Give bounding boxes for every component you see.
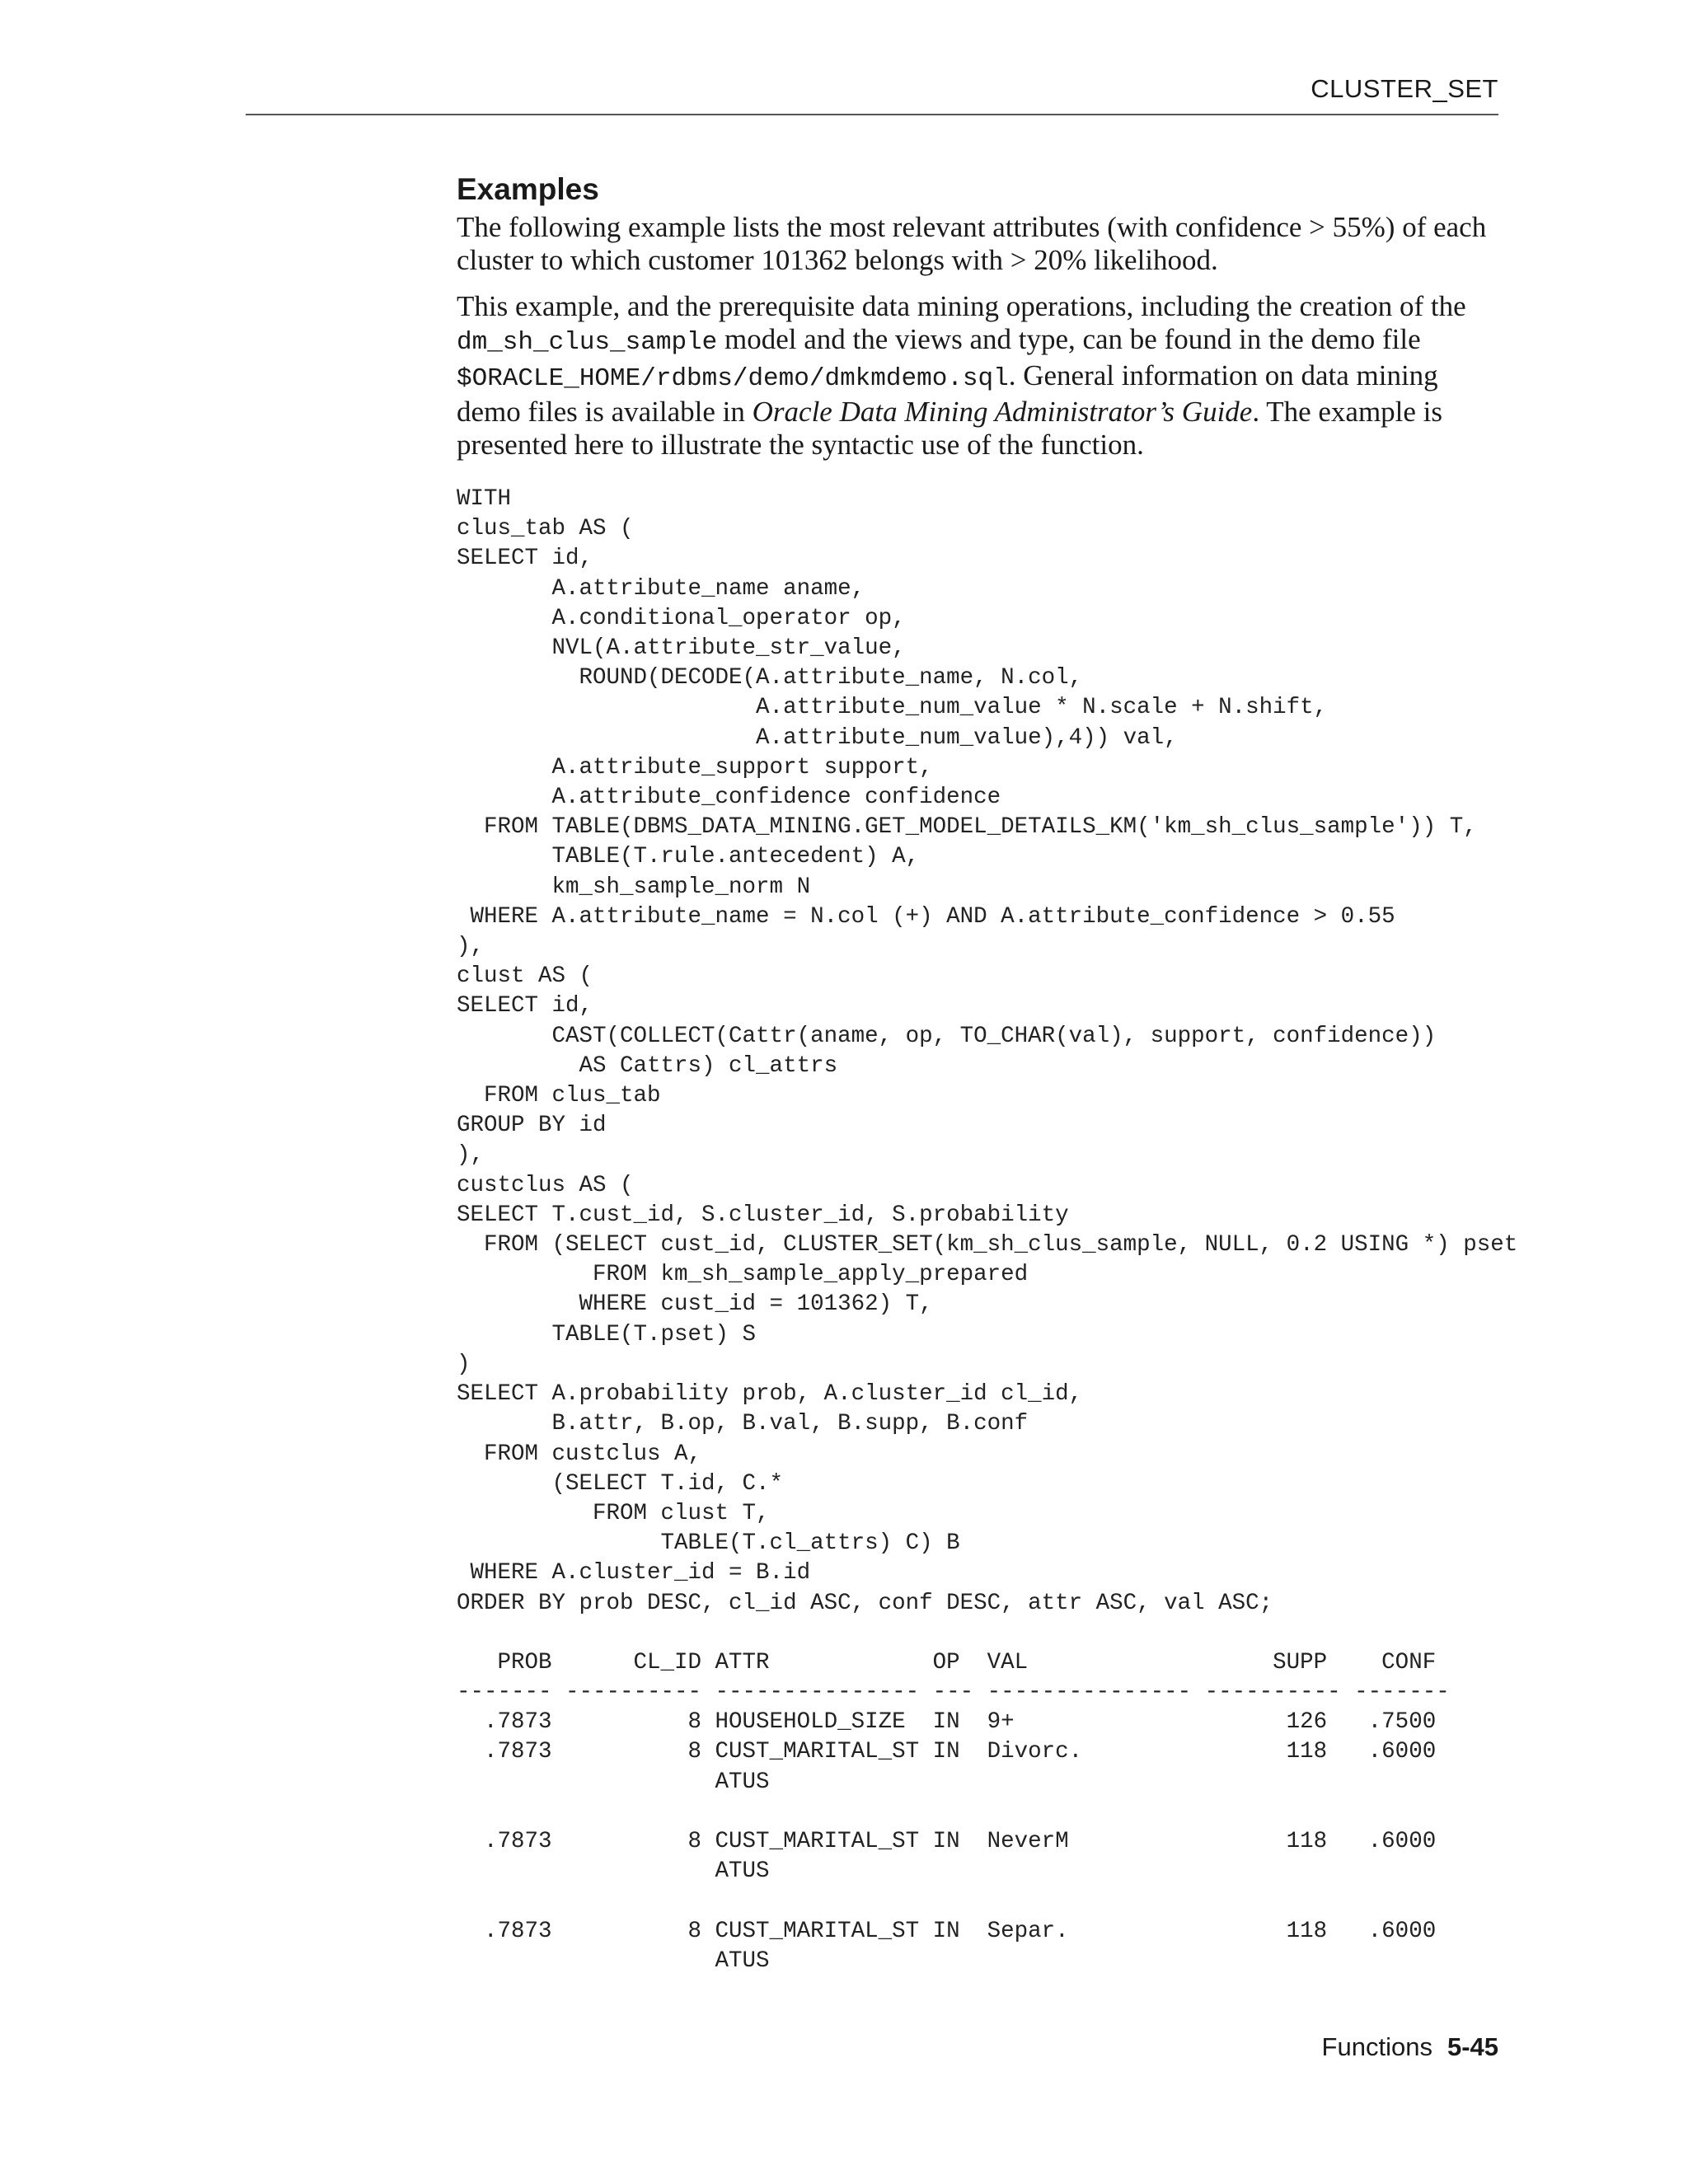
para-text: . General information on data mining demo files is available in bbox=[457, 359, 1438, 428]
model-name-code: dm_sh_clus_sample bbox=[457, 328, 718, 357]
para-text: This example, and the prerequisite data mining operations, including the creation of the bbox=[457, 290, 1466, 322]
footer-chapter: Functions bbox=[1321, 2032, 1432, 2061]
para-text: . The example is presented here to illustrate the syntactic use of the function. bbox=[457, 396, 1443, 461]
sql-code-listing: WITH clus_tab AS ( SELECT id, A.attribute_name aname, A.conditional_operator op, NVL(A.attribute_str_value, ROUND(DECODE(A.attribute_name, N.col, A.attribute_num_value * N.scale + N.shift, A.attribute_num_value),4)) val, A.attribute_support support, A.attribute_confidence confidence FROM TABLE(DBMS_DATA_MINING.GET_MODEL_DETAILS_KM('km_sh_clus_sample')) T, TABLE(T.rule.antecedent) A, km_sh_sample_norm N WHERE A.attribute_name = N.col (+) AND A.attribute_confidence > 0.55 ), clust AS ( SELECT id, CAST(COLLECT(Cattr(aname, op, TO_CHAR(val), support, confidence)) AS Cattrs) cl_attrs FROM clus_tab GROUP BY id ), custclus AS ( SELECT T.cust_id, S.cluster_id, S.probability FROM (SELECT cust_id, CLUSTER_SET(km_sh_clus_sample, NULL, 0.2 USING *) pset FROM km_sh_sample_apply_prepared WHERE cust_id = 101362) T, TABLE(T.pset) S ) SELECT A.probability prob, A.cluster_id cl_id, B.attr, B.op, B.val, B.supp, B.conf FROM custclus A, (SELECT T.id, C.* FROM clust T, TABLE(T.cl_attrs) C) B WHERE A.cluster_id = B.id ORDER BY prob DESC, cl_id ASC, conf DESC, attr ASC, val ASC; bbox=[457, 486, 1518, 1616]
page-number: 5-45 bbox=[1447, 2032, 1498, 2061]
header-divider bbox=[246, 114, 1498, 115]
running-header: CLUSTER_SET bbox=[1311, 74, 1498, 103]
demo-info-paragraph bbox=[457, 290, 1498, 462]
section-heading: Examples bbox=[457, 172, 599, 206]
demo-file-path-code: $ORACLE_HOME/rdbms/demo/dmkmdemo.sql bbox=[457, 364, 1009, 393]
intro-paragraph: The following example lists the most relevant attributes (with confidence > 55%) of each cluster to which customer 101362 belongs with > 20% likelihood. bbox=[457, 211, 1487, 276]
page-content bbox=[457, 171, 1518, 1976]
page-footer bbox=[1322, 2032, 1498, 2062]
para-text: model and the views and type, can be found in the demo file bbox=[717, 323, 1421, 355]
guide-title: Oracle Data Mining Administrator’s Guide bbox=[752, 396, 1253, 428]
query-result-output: PROB CL_ID ATTR OP VAL SUPP CONF ------- ---------- --------------- --- --------------- ---------- ------- .7873 8 HOUSEHOLD_SIZE IN 9+ 126 .7500 .7873 8 CUST_MARITAL_ST IN Divorc. 118 .6000 ATUS .7873 8 CUST_MARITAL_ST IN NeverM 118 .6000 ATUS .7873 8 CUST_MARITAL_ST IN Separ. 118 .6000 ATUS bbox=[457, 1649, 1450, 1974]
